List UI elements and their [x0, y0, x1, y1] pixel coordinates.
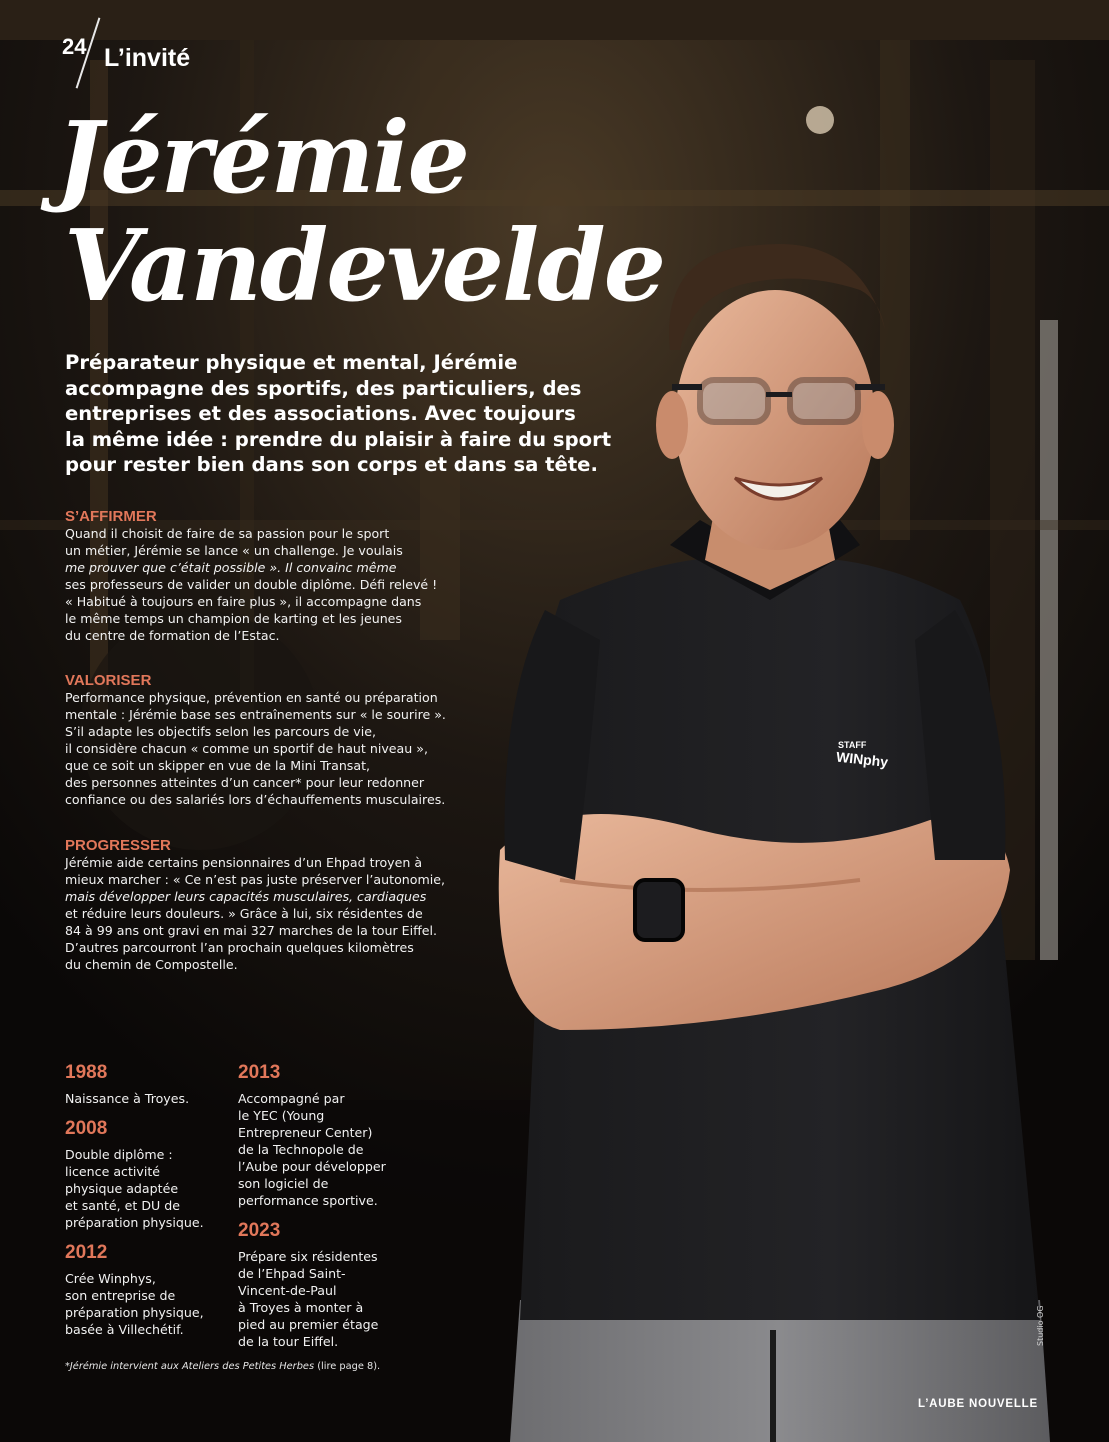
- timeline-event: [65, 1146, 245, 1231]
- body-line: un métier, Jérémie se lance « un challenge. Je voulais: [65, 543, 403, 558]
- event-line: Accompagné par: [238, 1091, 345, 1106]
- timeline-event: [238, 1248, 418, 1350]
- section-heading: S’AFFIRMER: [65, 508, 157, 525]
- event-line: préparation physique.: [65, 1215, 204, 1230]
- body-line: Jérémie aide certains pensionnaires d’un Ehpad troyen à: [65, 855, 423, 870]
- event-line: son entreprise de: [65, 1288, 176, 1303]
- footnote-reference: (lire page 8).: [317, 1361, 381, 1372]
- timeline-event: [65, 1270, 245, 1338]
- body-line: ses professeurs de valider un double diplôme. Défi relevé !: [65, 577, 438, 592]
- shirt-logo-bottom: WINphy: [835, 748, 889, 770]
- section-heading: PROGRESSER: [65, 837, 171, 854]
- body-line: mentale : Jérémie base ses entraînements sur « le sourire ».: [65, 707, 446, 722]
- lead-line: pour rester bien dans son corps et dans sa tête.: [65, 453, 598, 476]
- event-line: et santé, et DU de: [65, 1198, 180, 1213]
- masthead-text: L’AUBE NOUVELLE: [918, 1398, 1038, 1410]
- timeline-year: 1988: [65, 1062, 108, 1083]
- footnote: [65, 1361, 380, 1372]
- timeline-year: 2023: [238, 1220, 281, 1241]
- body-line: le même temps un champion de karting et les jeunes: [65, 611, 402, 626]
- timeline-left-column: [65, 1063, 245, 1350]
- event-line: son logiciel de: [238, 1176, 329, 1191]
- page-number: 24: [62, 34, 87, 59]
- rubric-title: L’invité: [104, 44, 191, 72]
- event-line: Prépare six résidentes: [238, 1249, 378, 1264]
- body-line: et réduire leurs douleurs. » Grâce à lui, six résidentes de: [65, 906, 423, 921]
- body-line: Quand il choisit de faire de sa passion pour le sport: [65, 526, 390, 541]
- section-body: [65, 854, 485, 973]
- event-line: Crée Winphys,: [65, 1271, 156, 1286]
- body-line: du chemin de Compostelle.: [65, 957, 238, 972]
- body-line: mais développer leurs capacités musculaires, cardiaques: [65, 889, 427, 904]
- body-line: il considère chacun « comme un sportif de haut niveau »,: [65, 741, 428, 756]
- event-line: le YEC (Young: [238, 1108, 325, 1123]
- event-line: l’Aube pour développer: [238, 1159, 386, 1174]
- event-line: physique adaptée: [65, 1181, 179, 1196]
- section-progresser: [65, 837, 485, 973]
- body-line: Performance physique, prévention en santé ou préparation: [65, 690, 438, 705]
- timeline-year: 2008: [65, 1118, 108, 1139]
- section-saffirmer: [65, 508, 485, 644]
- event-line: Naissance à Troyes.: [65, 1091, 190, 1106]
- lead-line: entreprises et des associations. Avec toujours: [65, 402, 576, 425]
- section-heading: VALORISER: [65, 672, 152, 689]
- body-line: 84 à 99 ans ont gravi en mai 327 marches de la tour Eiffel.: [65, 923, 438, 938]
- photo-credit: Studio OG: [1036, 1305, 1045, 1346]
- event-line: pied au premier étage: [238, 1317, 379, 1332]
- timeline-event: [65, 1090, 245, 1107]
- masthead: [918, 1392, 1038, 1411]
- event-line: performance sportive.: [238, 1193, 378, 1208]
- lead-line: la même idée : prendre du plaisir à faire du sport: [65, 427, 612, 451]
- body-line: des personnes atteintes d’un cancer* pour leur redonner: [65, 775, 425, 790]
- event-line: de la tour Eiffel.: [238, 1334, 339, 1349]
- timeline-year: 2013: [238, 1062, 281, 1083]
- timeline-event: [238, 1090, 418, 1209]
- body-line: D’autres parcourront l’an prochain quelques kilomètres: [65, 940, 414, 955]
- event-line: préparation physique,: [65, 1305, 204, 1320]
- timeline-year: 2012: [65, 1242, 108, 1263]
- title-last-name: Vandevelde: [64, 209, 665, 324]
- body-line: confiance ou des salariés lors d’échauffements musculaires.: [65, 792, 446, 807]
- event-line: de l’Ehpad Saint-: [238, 1266, 346, 1281]
- lead-line: accompagne des sportifs, des particuliers, des: [65, 376, 582, 400]
- timeline-right-column: [238, 1063, 418, 1362]
- event-line: licence activité: [65, 1164, 161, 1179]
- event-line: Double diplôme :: [65, 1147, 173, 1162]
- section-body: [65, 525, 485, 644]
- event-line: à Troyes à monter à: [238, 1300, 364, 1315]
- event-line: Entrepreneur Center): [238, 1125, 373, 1140]
- body-line: « Habitué à toujours en faire plus », il accompagne dans: [65, 594, 422, 609]
- event-line: basée à Villechétif.: [65, 1322, 184, 1337]
- lead-line: Préparateur physique et mental, Jérémie: [65, 351, 518, 374]
- body-line: du centre de formation de l’Estac.: [65, 628, 280, 643]
- body-line: que ce soit un skipper en vue de la Mini Transat,: [65, 758, 371, 773]
- body-line: mieux marcher : « Ce n’est pas juste préserver l’autonomie,: [65, 872, 445, 887]
- title-first-name: Jérémie: [56, 101, 468, 216]
- body-line: me prouver que c’était possible ». Il convainc même: [65, 560, 397, 575]
- section-body: [65, 689, 485, 808]
- shirt-logo-top: STAFF: [838, 740, 867, 750]
- footnote-italic: *Jérémie intervient aux Ateliers des Petites Herbes: [65, 1361, 315, 1372]
- body-line: S’il adapte les objectifs selon les parcours de vie,: [65, 724, 376, 739]
- lead-paragraph: [65, 350, 625, 478]
- event-line: de la Technopole de: [238, 1142, 364, 1157]
- event-line: Vincent-de-Paul: [238, 1283, 337, 1298]
- section-valoriser: [65, 672, 485, 808]
